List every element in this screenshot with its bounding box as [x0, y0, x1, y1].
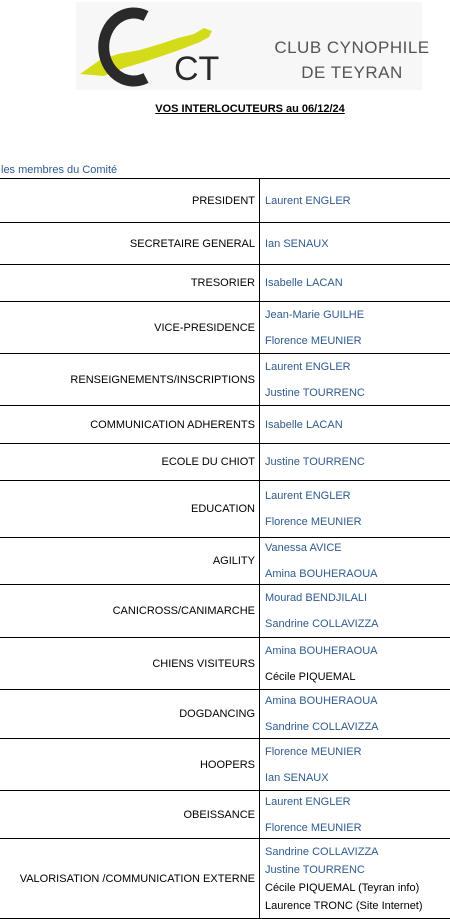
table-row	[0, 223, 450, 265]
table-row	[0, 406, 450, 444]
people-cell	[260, 444, 450, 481]
person-name: Amina BOUHERAOUA	[265, 566, 450, 582]
person-name: Justine TOURRENC	[265, 454, 450, 470]
letter-c-shape	[104, 13, 146, 81]
people-cell	[260, 179, 450, 223]
role-cell: COMMUNICATION ADHERENTS	[0, 406, 260, 444]
people-cell	[260, 223, 450, 265]
person-name: Sandrine COLLAVIZZA	[265, 844, 450, 860]
person-name: Isabelle LACAN	[265, 417, 450, 433]
role-cell: AGILITY	[0, 538, 260, 585]
people-cell	[260, 585, 450, 638]
table-row	[0, 690, 450, 739]
person-name: Isabelle LACAN	[265, 275, 450, 291]
table-row	[0, 179, 450, 223]
role-cell: VALORISATION /COMMUNICATION EXTERNE	[0, 839, 260, 919]
people-cell	[260, 354, 450, 406]
person-name: Sandrine COLLAVIZZA	[265, 719, 450, 735]
table-row	[0, 444, 450, 481]
table-row	[0, 354, 450, 406]
person-name: Florence MEUNIER	[265, 514, 450, 530]
person-name: Florence MEUNIER	[265, 744, 450, 760]
table-row	[0, 265, 450, 302]
person-name: Amina BOUHERAOUA	[265, 693, 450, 709]
section-label: les membres du Comité	[1, 164, 117, 176]
people-cell	[260, 638, 450, 690]
person-name: Mourad BENDJILALI	[265, 590, 450, 606]
people-cell	[260, 791, 450, 839]
person-name: Florence MEUNIER	[265, 820, 450, 836]
person-name: Vanessa AVICE	[265, 540, 450, 556]
document-title: VOS INTERLOCUTEURS au 06/12/24	[0, 103, 450, 115]
person-name: Laurent ENGLER	[265, 359, 450, 375]
role-cell: DOGDANCING	[0, 690, 260, 739]
table-row	[0, 839, 450, 919]
people-cell	[260, 839, 450, 919]
role-cell: OBEISSANCE	[0, 791, 260, 839]
role-cell: CHIENS VISITEURS	[0, 638, 260, 690]
table-row	[0, 481, 450, 538]
club-logo	[78, 4, 258, 88]
role-cell: EDUCATION	[0, 481, 260, 538]
role-cell: SECRETAIRE GENERAL	[0, 223, 260, 265]
table-row	[0, 585, 450, 638]
table-row	[0, 538, 450, 585]
role-cell: RENSEIGNEMENTS/INSCRIPTIONS	[0, 354, 260, 406]
brand-name-line2: DE TEYRAN	[262, 63, 442, 83]
role-cell: CANICROSS/CANIMARCHE	[0, 585, 260, 638]
person-name: Laurent ENGLER	[265, 794, 450, 810]
people-cell	[260, 690, 450, 739]
person-name: Laurence TRONC (Site Internet)	[265, 898, 450, 914]
role-cell: TRESORIER	[0, 265, 260, 302]
people-cell	[260, 481, 450, 538]
role-cell: VICE-PRESIDENCE	[0, 302, 260, 354]
people-cell	[260, 265, 450, 302]
person-name: Amina BOUHERAOUA	[265, 643, 450, 659]
table-row	[0, 638, 450, 690]
person-name: Justine TOURRENC	[265, 862, 450, 878]
person-name: Cécile PIQUEMAL	[265, 669, 450, 685]
person-name: Sandrine COLLAVIZZA	[265, 616, 450, 632]
logo-letters: CT	[174, 50, 219, 88]
person-name: Laurent ENGLER	[265, 488, 450, 504]
people-cell	[260, 538, 450, 585]
person-name: Cécile PIQUEMAL (Teyran info)	[265, 880, 450, 896]
role-cell: ECOLE DU CHIOT	[0, 444, 260, 481]
table-row	[0, 791, 450, 839]
role-cell: HOOPERS	[0, 739, 260, 791]
role-cell: PRESIDENT	[0, 179, 260, 223]
table-row	[0, 302, 450, 354]
contacts-table	[0, 178, 450, 919]
people-cell	[260, 302, 450, 354]
person-name: Laurent ENGLER	[265, 193, 450, 209]
person-name: Florence MEUNIER	[265, 333, 450, 349]
person-name: Jean-Marie GUILHE	[265, 307, 450, 323]
person-name: Ian SENAUX	[265, 770, 450, 786]
table-row	[0, 739, 450, 791]
brand-name-line1: CLUB CYNOPHILE	[262, 38, 442, 58]
people-cell	[260, 739, 450, 791]
people-cell	[260, 406, 450, 444]
person-name: Ian SENAUX	[265, 236, 450, 252]
person-name: Justine TOURRENC	[265, 385, 450, 401]
